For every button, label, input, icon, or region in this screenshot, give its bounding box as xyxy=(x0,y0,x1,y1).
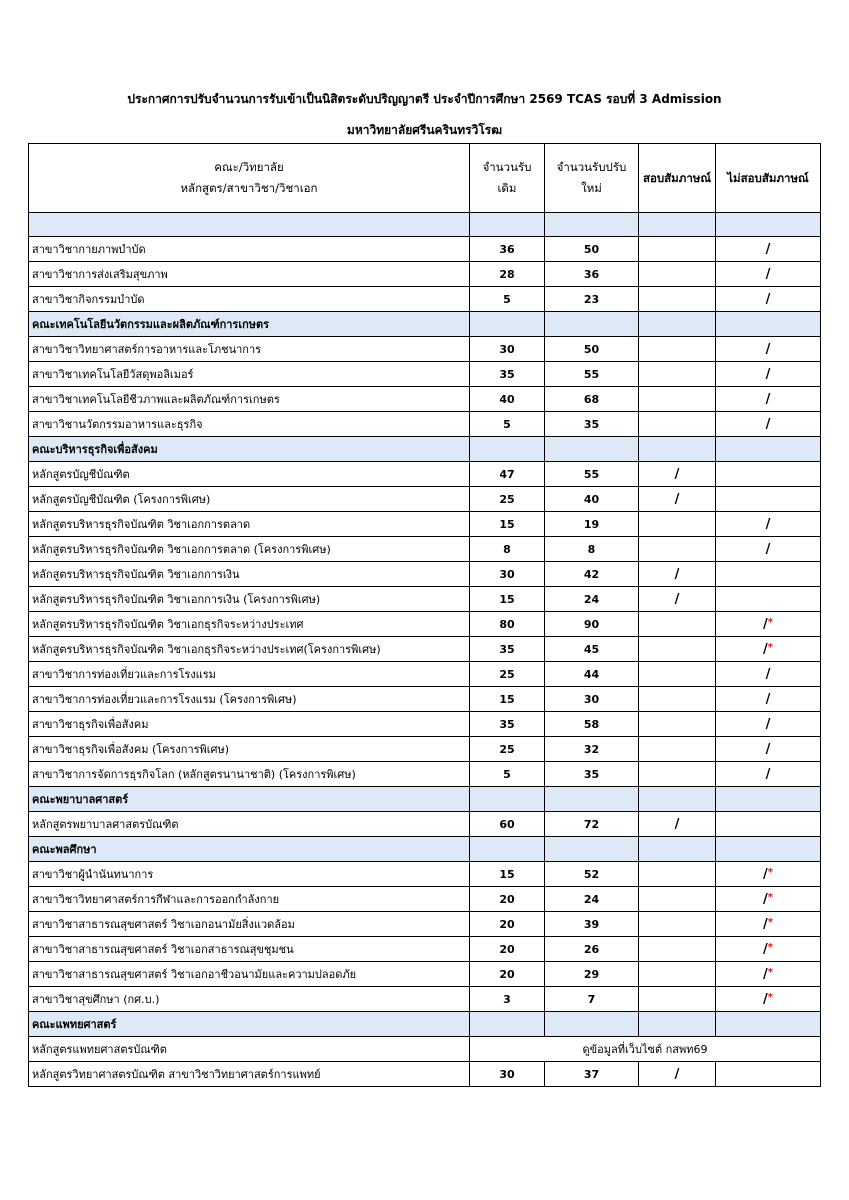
no-interview-mark-text: / xyxy=(763,966,768,982)
table-body xyxy=(29,213,821,1087)
original-quota: 8 xyxy=(470,537,545,562)
asterisk-note-icon: * xyxy=(767,866,773,878)
table-row xyxy=(29,412,821,437)
original-quota: 30 xyxy=(470,562,545,587)
no-interview-mark: / xyxy=(716,287,821,312)
interview-mark xyxy=(639,687,716,712)
program-name: สาขาวิชาการส่งเสริมสุขภาพ xyxy=(29,262,470,287)
no-interview-mark xyxy=(716,962,821,987)
interview-mark xyxy=(639,337,716,362)
new-quota: 29 xyxy=(545,962,639,987)
new-quota: 72 xyxy=(545,812,639,837)
original-quota: 35 xyxy=(470,637,545,662)
original-quota: 25 xyxy=(470,487,545,512)
original-quota: 20 xyxy=(470,937,545,962)
interview-mark xyxy=(639,262,716,287)
original-quota: 25 xyxy=(470,662,545,687)
table-row xyxy=(29,612,821,637)
table-row xyxy=(29,562,821,587)
interview-mark xyxy=(639,987,716,1012)
table-row xyxy=(29,812,821,837)
new-quota: 37 xyxy=(545,1062,639,1087)
table-row xyxy=(29,537,821,562)
table-row xyxy=(29,362,821,387)
new-quota: 90 xyxy=(545,612,639,637)
empty-cell xyxy=(639,837,716,862)
table-row xyxy=(29,637,821,662)
no-interview-mark: / xyxy=(716,537,821,562)
header-no-interview: ไม่สอบสัมภาษณ์ xyxy=(716,144,821,213)
table-row xyxy=(29,462,821,487)
program-name: สาขาวิชาการท่องเที่ยวและการโรงแรม xyxy=(29,662,470,687)
table-row xyxy=(29,287,821,312)
empty-cell xyxy=(545,837,639,862)
no-interview-mark-text: / xyxy=(763,916,768,932)
no-interview-mark-text: / xyxy=(763,891,768,907)
program-name: สาขาวิชากายภาพบำบัด xyxy=(29,237,470,262)
new-quota: 44 xyxy=(545,662,639,687)
empty-cell xyxy=(639,213,716,237)
faculty-section-row xyxy=(29,1012,821,1037)
table-row xyxy=(29,237,821,262)
empty-cell xyxy=(716,312,821,337)
no-interview-mark: / xyxy=(716,412,821,437)
original-quota: 35 xyxy=(470,712,545,737)
no-interview-mark: / xyxy=(716,512,821,537)
empty-cell xyxy=(545,1012,639,1037)
no-interview-mark: / xyxy=(716,237,821,262)
original-quota: 20 xyxy=(470,962,545,987)
table-row xyxy=(29,1062,821,1087)
original-quota: 80 xyxy=(470,612,545,637)
program-name: สาขาวิชาวิทยาศาสตร์การกีฬาและการออกกำลังกาย xyxy=(29,887,470,912)
table-row xyxy=(29,387,821,412)
no-interview-mark xyxy=(716,1062,821,1087)
new-quota: 42 xyxy=(545,562,639,587)
no-interview-mark: / xyxy=(716,262,821,287)
program-name: สาขาวิชาการจัดการธุรกิจโลก (หลักสูตรนานาชาติ) (โครงการพิเศษ) xyxy=(29,762,470,787)
empty-cell xyxy=(545,213,639,237)
no-interview-mark-text: / xyxy=(763,866,768,882)
header-program xyxy=(29,144,470,213)
no-interview-mark: / xyxy=(716,362,821,387)
admission-table xyxy=(28,143,821,1087)
header-row xyxy=(29,144,821,213)
table-row xyxy=(29,937,821,962)
empty-cell xyxy=(716,787,821,812)
faculty-name: คณะเทคโนโลยีนวัตกรรมและผลิตภัณฑ์การเกษตร xyxy=(29,312,470,337)
no-interview-mark xyxy=(716,487,821,512)
program-name: สาขาวิชาสาธารณสุขศาสตร์ วิชาเอกอาชีวอนามัยและความปลอดภัย xyxy=(29,962,470,987)
empty-cell xyxy=(470,787,545,812)
table-row xyxy=(29,512,821,537)
asterisk-note-icon: * xyxy=(767,941,773,953)
program-name: หลักสูตรวิทยาศาสตรบัณฑิต สาขาวิชาวิทยาศาสตร์การแพทย์ xyxy=(29,1062,470,1087)
no-interview-mark: / xyxy=(716,712,821,737)
empty-cell xyxy=(29,213,470,237)
asterisk-note-icon: * xyxy=(767,966,773,978)
table-row xyxy=(29,962,821,987)
header-original-line2: เดิม xyxy=(497,181,517,195)
original-quota: 30 xyxy=(470,337,545,362)
no-interview-mark: / xyxy=(716,737,821,762)
original-quota: 35 xyxy=(470,362,545,387)
no-interview-mark: / xyxy=(716,337,821,362)
original-quota: 3 xyxy=(470,987,545,1012)
program-name: สาขาวิชาสาธารณสุขศาสตร์ วิชาเอกอนามัยสิ่งแวดล้อม xyxy=(29,912,470,937)
faculty-section-row xyxy=(29,787,821,812)
empty-cell xyxy=(470,312,545,337)
no-interview-mark xyxy=(716,637,821,662)
new-quota: 50 xyxy=(545,237,639,262)
program-name: หลักสูตรพยาบาลศาสตรบัณฑิต xyxy=(29,812,470,837)
interview-mark xyxy=(639,512,716,537)
interview-mark xyxy=(639,712,716,737)
original-quota: 15 xyxy=(470,512,545,537)
empty-cell xyxy=(639,437,716,462)
new-quota: 8 xyxy=(545,537,639,562)
new-quota: 68 xyxy=(545,387,639,412)
asterisk-note-icon: * xyxy=(767,641,773,653)
table-row xyxy=(29,712,821,737)
program-name: หลักสูตรบริหารธุรกิจบัณฑิต วิชาเอกธุรกิจระหว่างประเทศ xyxy=(29,612,470,637)
asterisk-note-icon: * xyxy=(767,991,773,1003)
new-quota: 35 xyxy=(545,412,639,437)
new-quota: 23 xyxy=(545,287,639,312)
program-name: สาขาวิชาธุรกิจเพื่อสังคม (โครงการพิเศษ) xyxy=(29,737,470,762)
table-row-blank xyxy=(29,213,821,237)
asterisk-note-icon: * xyxy=(767,916,773,928)
asterisk-note-icon: * xyxy=(767,616,773,628)
header-new-line1: จำนวนรับปรับ xyxy=(556,160,627,174)
no-interview-mark-text: / xyxy=(763,991,768,1007)
interview-mark xyxy=(639,287,716,312)
table-row xyxy=(29,262,821,287)
empty-cell xyxy=(470,213,545,237)
new-quota: 30 xyxy=(545,687,639,712)
program-name: สาขาวิชาการท่องเที่ยวและการโรงแรม (โครงการพิเศษ) xyxy=(29,687,470,712)
table-row xyxy=(29,862,821,887)
empty-cell xyxy=(470,1012,545,1037)
faculty-name: คณะบริหารธุรกิจเพื่อสังคม xyxy=(29,437,470,462)
no-interview-mark xyxy=(716,587,821,612)
program-name: สาขาวิชาเทคโนโลยีชีวภาพและผลิตภัณฑ์การเกษตร xyxy=(29,387,470,412)
header-new-line2: ใหม่ xyxy=(581,181,602,195)
table-row xyxy=(29,987,821,1012)
program-name: สาขาวิชากิจกรรมบำบัด xyxy=(29,287,470,312)
no-interview-mark: / xyxy=(716,662,821,687)
program-name: หลักสูตรบัญชีบัณฑิต (โครงการพิเศษ) xyxy=(29,487,470,512)
no-interview-mark xyxy=(716,462,821,487)
empty-cell xyxy=(716,837,821,862)
program-name: สาขาวิชาผู้นำนันทนาการ xyxy=(29,862,470,887)
faculty-name: คณะพลศึกษา xyxy=(29,837,470,862)
original-quota: 20 xyxy=(470,887,545,912)
program-name: สาขาวิชาวิทยาศาสตร์การอาหารและโภชนาการ xyxy=(29,337,470,362)
interview-mark xyxy=(639,862,716,887)
document-subtitle: มหาวิทยาลัยศรีนครินทรวิโรฒ xyxy=(346,123,503,137)
original-quota: 15 xyxy=(470,587,545,612)
new-quota: 55 xyxy=(545,362,639,387)
empty-cell xyxy=(639,1012,716,1037)
interview-mark xyxy=(639,762,716,787)
table-row xyxy=(29,737,821,762)
interview-mark xyxy=(639,737,716,762)
interview-mark: / xyxy=(639,1062,716,1087)
interview-mark xyxy=(639,387,716,412)
asterisk-note-icon: * xyxy=(767,891,773,903)
header-program-line2: หลักสูตร/สาขาวิชา/วิชาเอก xyxy=(180,181,318,195)
empty-cell xyxy=(716,213,821,237)
no-interview-mark-text: / xyxy=(763,941,768,957)
original-quota: 28 xyxy=(470,262,545,287)
program-name: สาขาวิชานวัตกรรมอาหารและธุรกิจ xyxy=(29,412,470,437)
no-interview-mark-text: / xyxy=(763,616,768,632)
interview-mark: / xyxy=(639,562,716,587)
program-name: หลักสูตรบัญชีบัณฑิต xyxy=(29,462,470,487)
faculty-name: คณะพยาบาลศาสตร์ xyxy=(29,787,470,812)
empty-cell xyxy=(716,437,821,462)
no-interview-mark xyxy=(716,937,821,962)
new-quota: 24 xyxy=(545,587,639,612)
original-quota: 5 xyxy=(470,762,545,787)
program-note: ดูข้อมูลที่เว็บไซต์ กสพท69 xyxy=(470,1037,821,1062)
no-interview-mark xyxy=(716,987,821,1012)
no-interview-mark xyxy=(716,812,821,837)
original-quota: 60 xyxy=(470,812,545,837)
document-title: ประกาศการปรับจำนวนการรับเข้าเป็นนิสิตระดับปริญญาตรี ประจำปีการศึกษา 2569 TCAS รอบที่ 3 Admission xyxy=(127,92,722,106)
no-interview-mark-text: / xyxy=(763,641,768,657)
interview-mark: / xyxy=(639,487,716,512)
new-quota: 35 xyxy=(545,762,639,787)
faculty-name: คณะแพทยศาสตร์ xyxy=(29,1012,470,1037)
program-name: สาขาวิชาสาธารณสุขศาสตร์ วิชาเอกสาธารณสุขชุมชน xyxy=(29,937,470,962)
new-quota: 26 xyxy=(545,937,639,962)
header-interview: สอบสัมภาษณ์ xyxy=(639,144,716,213)
header-program-line1: คณะ/วิทยาลัย xyxy=(214,160,284,174)
interview-mark xyxy=(639,887,716,912)
faculty-section-row xyxy=(29,837,821,862)
interview-mark xyxy=(639,912,716,937)
original-quota: 36 xyxy=(470,237,545,262)
empty-cell xyxy=(470,437,545,462)
table-row xyxy=(29,487,821,512)
table-row xyxy=(29,337,821,362)
original-quota: 20 xyxy=(470,912,545,937)
program-name: หลักสูตรบริหารธุรกิจบัณฑิต วิชาเอกการเงิน xyxy=(29,562,470,587)
new-quota: 24 xyxy=(545,887,639,912)
no-interview-mark xyxy=(716,887,821,912)
no-interview-mark xyxy=(716,862,821,887)
program-name: หลักสูตรบริหารธุรกิจบัณฑิต วิชาเอกการเงิน (โครงการพิเศษ) xyxy=(29,587,470,612)
table-row xyxy=(29,687,821,712)
program-name: หลักสูตรบริหารธุรกิจบัณฑิต วิชาเอกการตลาด xyxy=(29,512,470,537)
header-original-quota xyxy=(470,144,545,213)
interview-mark: / xyxy=(639,462,716,487)
empty-cell xyxy=(716,1012,821,1037)
interview-mark xyxy=(639,937,716,962)
program-name: สาขาวิชาสุขศึกษา (กศ.บ.) xyxy=(29,987,470,1012)
interview-mark xyxy=(639,612,716,637)
original-quota: 47 xyxy=(470,462,545,487)
empty-cell xyxy=(545,787,639,812)
table-row xyxy=(29,887,821,912)
interview-mark xyxy=(639,962,716,987)
new-quota: 58 xyxy=(545,712,639,737)
table-row xyxy=(29,762,821,787)
interview-mark xyxy=(639,362,716,387)
empty-cell xyxy=(639,787,716,812)
new-quota: 7 xyxy=(545,987,639,1012)
empty-cell xyxy=(470,837,545,862)
empty-cell xyxy=(545,437,639,462)
original-quota: 5 xyxy=(470,412,545,437)
new-quota: 45 xyxy=(545,637,639,662)
no-interview-mark xyxy=(716,612,821,637)
table-row xyxy=(29,662,821,687)
interview-mark xyxy=(639,637,716,662)
no-interview-mark: / xyxy=(716,762,821,787)
new-quota: 52 xyxy=(545,862,639,887)
original-quota: 15 xyxy=(470,862,545,887)
new-quota: 19 xyxy=(545,512,639,537)
table-row xyxy=(29,1037,821,1062)
faculty-section-row xyxy=(29,437,821,462)
original-quota: 40 xyxy=(470,387,545,412)
empty-cell xyxy=(639,312,716,337)
new-quota: 50 xyxy=(545,337,639,362)
program-name: สาขาวิชาธุรกิจเพื่อสังคม xyxy=(29,712,470,737)
faculty-section-row xyxy=(29,312,821,337)
no-interview-mark: / xyxy=(716,687,821,712)
original-quota: 30 xyxy=(470,1062,545,1087)
program-name: สาขาวิชาเทคโนโลยีวัสดุพอลิเมอร์ xyxy=(29,362,470,387)
no-interview-mark xyxy=(716,562,821,587)
empty-cell xyxy=(545,312,639,337)
interview-mark xyxy=(639,537,716,562)
new-quota: 40 xyxy=(545,487,639,512)
table-row xyxy=(29,912,821,937)
interview-mark xyxy=(639,412,716,437)
no-interview-mark xyxy=(716,912,821,937)
original-quota: 5 xyxy=(470,287,545,312)
new-quota: 39 xyxy=(545,912,639,937)
no-interview-mark: / xyxy=(716,387,821,412)
original-quota: 15 xyxy=(470,687,545,712)
header-original-line1: จำนวนรับ xyxy=(482,160,532,174)
original-quota: 25 xyxy=(470,737,545,762)
program-name: หลักสูตรบริหารธุรกิจบัณฑิต วิชาเอกธุรกิจระหว่างประเทศ(โครงการพิเศษ) xyxy=(29,637,470,662)
interview-mark xyxy=(639,662,716,687)
new-quota: 36 xyxy=(545,262,639,287)
interview-mark: / xyxy=(639,812,716,837)
interview-mark xyxy=(639,237,716,262)
program-name: หลักสูตรบริหารธุรกิจบัณฑิต วิชาเอกการตลาด (โครงการพิเศษ) xyxy=(29,537,470,562)
program-name: หลักสูตรแพทยศาสตรบัณฑิต xyxy=(29,1037,470,1062)
table-row xyxy=(29,587,821,612)
interview-mark: / xyxy=(639,587,716,612)
header-new-quota xyxy=(545,144,639,213)
new-quota: 55 xyxy=(545,462,639,487)
new-quota: 32 xyxy=(545,737,639,762)
